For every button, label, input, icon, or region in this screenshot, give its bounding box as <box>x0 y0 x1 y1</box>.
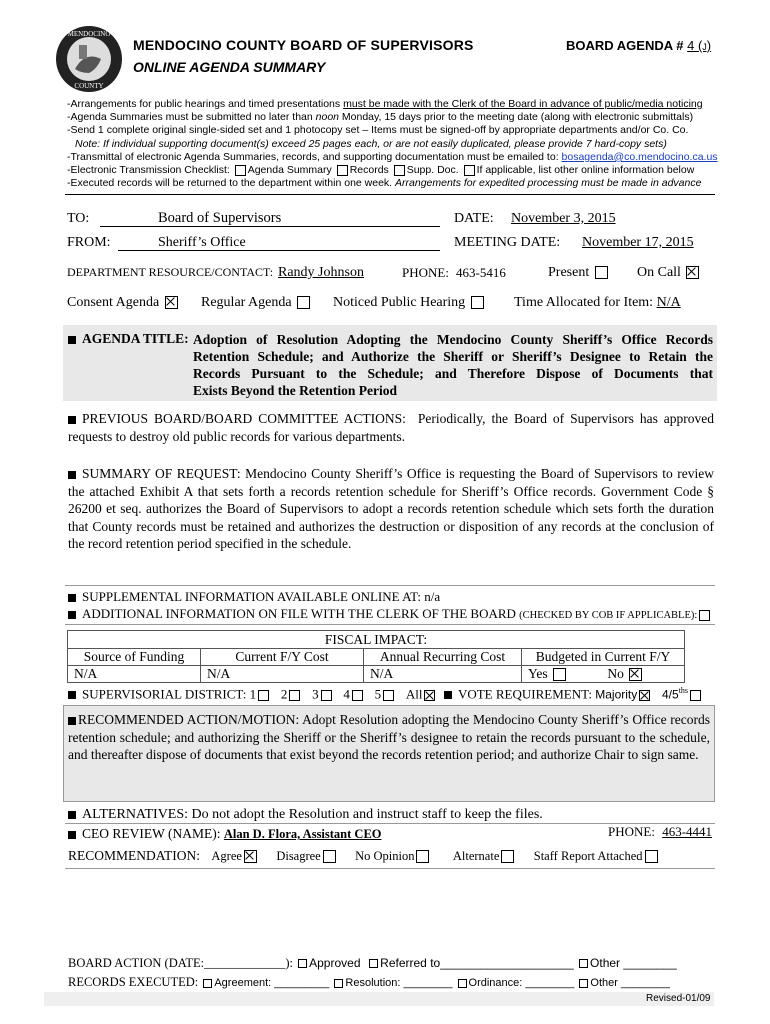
ceo-name[interactable]: Alan D. Flora, Assistant CEO <box>223 827 382 841</box>
checkbox-ceo-agree[interactable] <box>244 850 257 863</box>
fiscal-impact-title: FISCAL IMPACT: <box>68 631 685 649</box>
checkbox-oncall[interactable] <box>686 266 699 279</box>
records-executed-row: RECORDS EXECUTED: Agreement: _________ Resolution: ________ Ordinance: ________ Other ________ <box>68 975 670 989</box>
divider-top <box>65 194 715 195</box>
bullet-icon <box>68 336 76 344</box>
footer-bar <box>44 992 714 1006</box>
checkbox-records-other[interactable] <box>579 979 588 988</box>
checkbox-additional-info[interactable] <box>699 610 710 621</box>
checkbox-district-1[interactable] <box>258 690 269 701</box>
checkbox-district-5[interactable] <box>383 690 394 701</box>
agenda-number-value: 4 (j) <box>687 38 712 53</box>
phone-label: PHONE: <box>402 265 449 280</box>
alternatives: ALTERNATIVES: Do not adopt the Resolution and instruct staff to keep the files. <box>68 807 543 823</box>
fiscal-value-annual[interactable]: N/A <box>364 666 522 683</box>
fiscal-value-current[interactable]: N/A <box>201 666 364 683</box>
fiscal-impact-table <box>67 630 685 683</box>
checkbox-board-other[interactable] <box>579 959 588 968</box>
checkbox-district-3[interactable] <box>321 690 332 701</box>
recommended-action: RECOMMENDED ACTION/MOTION: Adopt Resolution adopting the Mendocino County Sheriff’s Office records retention schedule; and authorizing the Sheriff or the Sheriff’s designee to retain the records pursuant to the schedule, and thereafter dispose of documents that exist beyond the records retention period; and authorize Chair to sign same. <box>68 712 710 762</box>
checkbox-district-2[interactable] <box>289 690 300 701</box>
bullet-icon <box>68 416 76 424</box>
previous-actions: PREVIOUS BOARD/BOARD COMMITTEE ACTIONS: Periodically, the Board of Supervisors has approved requests to destroy old public records for various departments. <box>68 411 715 444</box>
form-subtitle: ONLINE AGENDA SUMMARY <box>133 59 326 75</box>
ceo-review: CEO REVIEW (NAME): Alan D. Flora, Assistant CEO <box>68 826 382 842</box>
to-label: TO: <box>67 211 90 226</box>
checkbox-present[interactable] <box>595 266 608 279</box>
checkbox-vote-majority[interactable] <box>639 690 650 701</box>
fiscal-header-annual: Annual Recurring Cost <box>364 649 522 666</box>
summary-of-request: SUMMARY OF REQUEST: Mendocino County Sheriff’s Office is requesting the Board of Supervisors to review the attached Exhibit A that sets forth a records retention schedule for Sheriff’s Office records. Government Code § 26200 et seq. authorizes the Board of Supervisors to adopt a records retention schedule which sets forth the duration that County records must be retained and authorizes the destruction or disposition of any records at the conclusion of the record retention period specified in the schedule. <box>68 466 715 551</box>
county-seal-logo <box>55 25 123 93</box>
checkbox-records-resolution[interactable] <box>334 979 343 988</box>
checkbox-records-agreement[interactable] <box>203 979 212 988</box>
date-value[interactable]: November 3, 2015 <box>511 211 616 226</box>
checkbox-district-all[interactable] <box>424 690 435 701</box>
from-field[interactable]: Sheriff’s Office <box>118 233 440 251</box>
present-option: Present <box>548 265 610 281</box>
svg-text:MENDOCINO: MENDOCINO <box>67 30 111 38</box>
bullet-icon <box>68 594 76 602</box>
checkbox-vote-four-fifths[interactable] <box>690 690 701 701</box>
bullet-icon <box>68 717 76 725</box>
additional-info: ADDITIONAL INFORMATION ON FILE WITH THE CLERK OF THE BOARD (CHECKED BY COB IF APPLICABLE): <box>68 606 712 622</box>
fiscal-value-source[interactable]: N/A <box>68 666 201 683</box>
checkbox-ceo-no-opinion[interactable] <box>416 850 429 863</box>
checkbox-district-4[interactable] <box>352 690 363 701</box>
to-field[interactable]: Board of Supervisors <box>100 209 440 227</box>
checkbox-board-approved[interactable] <box>298 959 307 968</box>
checkbox-staff-report[interactable] <box>645 850 658 863</box>
revised-note: Revised-01/09 <box>646 993 711 1004</box>
time-allocated: Time Allocated for Item: N/A <box>514 295 681 310</box>
oncall-option: On Call <box>637 265 701 281</box>
divider-supp <box>65 624 715 625</box>
fiscal-budgeted-options: Yes No <box>522 666 685 683</box>
divider-ceo <box>65 868 715 869</box>
meeting-date-label: MEETING DATE: <box>454 235 561 250</box>
ceo-phone: PHONE: 463-4441 <box>608 824 713 839</box>
date-label: DATE: <box>454 211 494 226</box>
checkbox-records-ordinance[interactable] <box>458 979 467 988</box>
contact-label: DEPARTMENT RESOURCE/CONTACT: <box>67 265 274 279</box>
bullet-icon <box>68 611 76 619</box>
board-action-row: BOARD ACTION (DATE:_____________): Approved Referred to____________________ Other ________ <box>68 956 677 970</box>
checkbox-records[interactable] <box>337 165 348 176</box>
fiscal-header-source: Source of Funding <box>68 649 201 666</box>
checkbox-board-referred[interactable] <box>369 959 378 968</box>
bullet-icon <box>68 811 76 819</box>
checkbox-supp-doc[interactable] <box>394 165 405 176</box>
checkbox-consent[interactable] <box>165 296 178 309</box>
checkbox-agenda-summary[interactable] <box>235 165 246 176</box>
checkbox-ceo-alternate[interactable] <box>501 850 514 863</box>
supervisorial-district: SUPERVISORIAL DISTRICT: 1 2 3 4 5 All VOTE REQUIREMENT: Majority $4/5^{ths}$ <box>68 686 703 702</box>
checkbox-regular[interactable] <box>297 296 310 309</box>
supplemental-info: SUPPLEMENTAL INFORMATION AVAILABLE ONLINE AT: n/a <box>68 589 440 605</box>
board-agenda-number: BOARD AGENDA # 4 (j) <box>566 38 712 53</box>
fiscal-header-budgeted: Budgeted in Current F/Y <box>522 649 685 666</box>
divider-summary <box>65 585 715 586</box>
phone-value: 463-5416 <box>456 265 506 280</box>
form-title: MENDOCINO COUNTY BOARD OF SUPERVISORS <box>133 37 474 53</box>
email-link[interactable]: bosagenda@co.mendocino.ca.us <box>561 150 718 163</box>
regular-option: Regular Agenda <box>201 295 312 311</box>
checkbox-other-info[interactable] <box>464 165 475 176</box>
bullet-icon <box>68 471 76 479</box>
from-label: FROM: <box>67 235 111 250</box>
checkbox-ceo-disagree[interactable] <box>323 850 336 863</box>
svg-text:COUNTY: COUNTY <box>74 82 104 90</box>
fiscal-header-current: Current F/Y Cost <box>201 649 364 666</box>
instructions-block: -Arrangements for public hearings and timed presentations must be made with the Clerk of the Board in advance of public/media noticing -Agenda Summaries must be submitted no later than noon Monday, 15 days prior to the meeting date (along with electronic submittals) -Send 1 complete original single-sided set and 1 photocopy set – Items must be signed-off by appropriate departments and/or Co. Co. Note: If individual supporting document(s) exceed 25 pages each, or are not easily duplicated, please provide 7 hard-copy sets) -Transmittal of electronic Agenda Summaries, records, and supporting documentation must be emailed to: bosagenda@co.mendocino.ca.us -Electronic Transmission Checklist: Agenda Summary Records Supp. Doc. If applicable, list other online information below -Executed records will be returned to the department within one week. Arrangements for expedited processing must be made in advance <box>67 98 718 190</box>
checkbox-budgeted-yes[interactable] <box>553 668 566 681</box>
contact-value[interactable]: Randy Johnson <box>278 265 364 280</box>
bullet-icon <box>444 691 452 699</box>
meeting-date-value[interactable]: November 17, 2015 <box>582 235 694 250</box>
agenda-title-label: AGENDA TITLE: <box>68 331 189 347</box>
agenda-title-text: Adoption of Resolution Adopting the Mendocino County Sheriff’s Office Records Retention Schedule; and Authorize the Sheriff or Sheriff’s Designee to Retain the Records Pursuant to the Schedule; and Therefore Dispose of Documents that Exists Beyond the Retention Period <box>193 332 713 398</box>
checkbox-budgeted-no[interactable] <box>629 668 642 681</box>
bullet-icon <box>68 831 76 839</box>
consent-option: Consent Agenda <box>67 295 180 311</box>
noticed-option: Noticed Public Hearing <box>333 295 486 311</box>
ceo-recommendation: RECOMMENDATION: Agree Disagree No Opinion Alternate Staff Report Attached <box>68 848 660 864</box>
bullet-icon <box>68 691 76 699</box>
checkbox-noticed[interactable] <box>471 296 484 309</box>
